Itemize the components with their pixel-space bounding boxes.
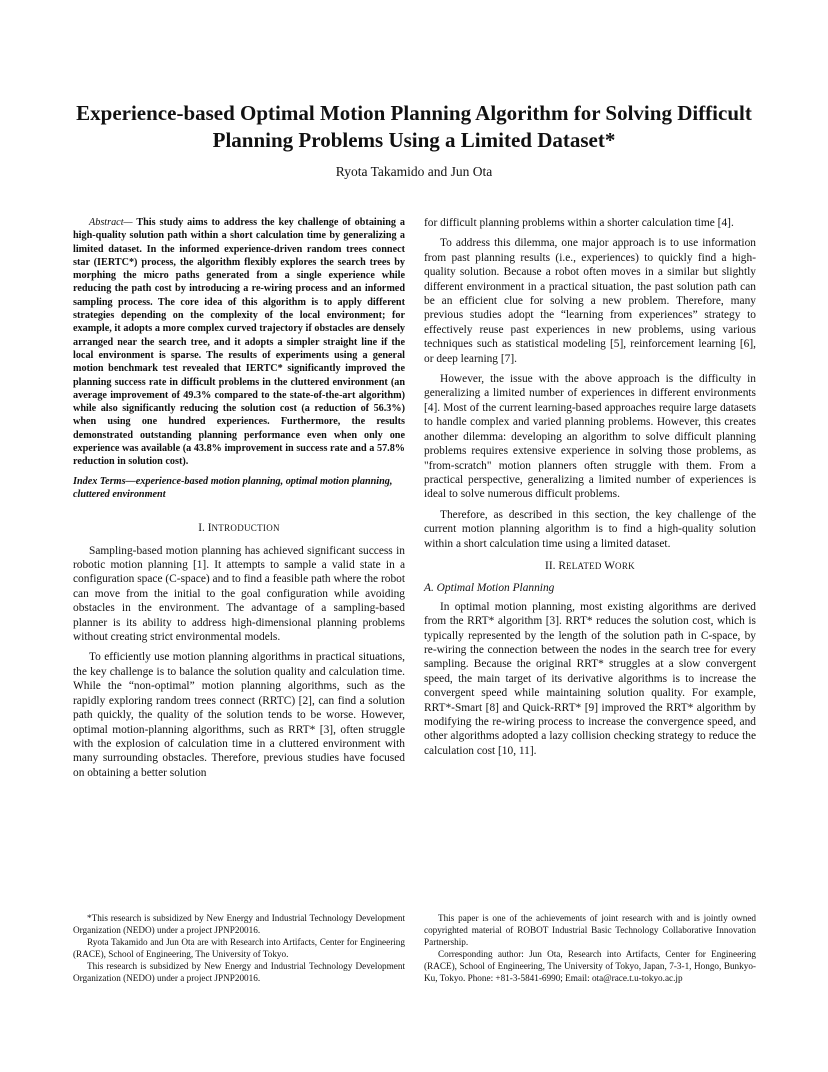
section-heading-related-work: II. RELATED WORK	[545, 559, 635, 572]
footnote: Corresponding author: Jun Ota, Research into Artifacts, Center for Engineering (RACE), School of Engineering, The University of Tokyo, Japan, 7-3-1, Hongo, Bunkyo-Ku, Tokyo. Phone: +81-3-5841-6990; Email: ota@race.t.u-tokyo.ac.jp	[424, 949, 756, 983]
intro-paragraph-5: Therefore, as described in this section, the key challenge of the current motion planning algorithm is to find a high-quality solution within a short calculation time using a limited dataset.	[424, 508, 756, 550]
intro-paragraph-4: However, the issue with the above approach is the difficulty in generalizing a limited number of experiences in different environments [4]. Most of the current learning-based approaches require large datasets to handle complex and varied planning problems. However, this creates another dilemma: developing an algorithm to solve difficult planning problems requires extensive experience in solving those problems, as "from-scratch" motion planners often struggle with them. From a practical perspective, generalizing a limited number of experiences is ideal to solve numerous difficult problems.	[424, 373, 756, 501]
footnote: This research is subsidized by New Energy and Industrial Technology Development Organization (NEDO) under a project JPNP20016.	[73, 961, 405, 983]
footnote: This paper is one of the achievements of joint research with and is jointly owned copyrighted material of ROBOT Industrial Basic Technology Collaborative Innovation Partnership.	[424, 913, 756, 947]
section-heading-introduction: I. INTRODUCTION	[198, 522, 280, 535]
paper-authors: Ryota Takamido and Jun Ota	[335, 164, 493, 179]
footnotes-right	[424, 912, 756, 984]
abstract-label: Abstract—	[89, 217, 133, 228]
intro-paragraph-1: Sampling-based motion planning has achieved significant success in robotic motion planning [1]. It attempts to sample a valid state in a configuration space (C-space) and to find a feasible path where the robot can move from the initial to the goal configuration while avoiding obstacles in the environment. The advantage of a sampling-based planner is its ability to address high-dimensional planning problems without creating strict environmental models.	[73, 544, 405, 644]
related-work-paragraph-1: In optimal motion planning, most existing algorithms are derived from the RRT* algorithm [3]. RRT* reduces the solution cost, which is typically represented by the length of the solution path in C-space, by re-wiring the connection between the nodes in the search tree for every sampling. Because the original RRT* struggles at a slow convergent speed, the main target of its derivative algorithms is to increase the convergent speed while maintaining solution quality. For example, RRT*-Smart [8] and Quick-RRT* [9] improved the RRT* algorithm by modifying the re-wiring process to increase the convergence speed, and other algorithms adopted a lazy collision checking strategy to reduce the calculation cost [10, 11].	[424, 600, 756, 757]
index-terms: Index Terms—experience-based motion planning, optimal motion planning, cluttered environment	[73, 475, 393, 500]
right-column	[424, 216, 756, 764]
footnote: *This research is subsidized by New Energy and Industrial Technology Development Organization (NEDO) under a project JPNP20016.	[73, 913, 405, 935]
intro-paragraph-3: To address this dilemma, one major approach is to use information from past planning results (i.e., experiences) to quickly find a high-quality solution. Because a robot often moves in a similar but slightly different environment in a practical situation, the past solution path can be an efficient clue for solving a new problem. Therefore, many previous studies adopt the “learning from experiences” strategy to effectively reuse past experiences in new problems, using various techniques such as statistical modeling [5], reinforcement learning [6], or deep learning [7].	[424, 237, 756, 365]
footnotes-left	[73, 912, 405, 984]
subsection-heading-optimal-motion-planning: A. Optimal Motion Planning	[424, 582, 555, 595]
footnote: Ryota Takamido and Jun Ota are with Research into Artifacts, Center for Engineering (RACE), School of Engineering, The University of Tokyo.	[73, 937, 405, 959]
left-column	[73, 216, 405, 786]
paper-title: Experience-based Optimal Motion Planning Algorithm for Solving Difficult Planning Problems Using a Limited Dataset*	[76, 101, 752, 152]
intro-paragraph-2: To efficiently use motion planning algorithms in practical situations, the key challenge is to balance the solution quality and calculation time. While the “non-optimal” motion planning algorithms, such as the rapidly exploring random trees connect (RRTC) [2], can find a solution path quickly, the quality of the solution tends to be worse. However, optimal motion-planning algorithms, such as RRT* [3], often struggle with the explosion of calculation time in a cluttered environment with many surrounding obstacles. Therefore, previous studies have focused on obtaining a better solution	[73, 651, 405, 779]
intro-paragraph-continued: for difficult planning problems within a shorter calculation time [4].	[424, 217, 734, 229]
abstract	[73, 216, 405, 469]
abstract-text: This study aims to address the key challenge of obtaining a high-quality solution path within a short calculation time by generalizing a limited dataset. In the informed experience-driven random trees connect star (IERTC*) process, the algorithm flexibly explores the search trees by morphing the micro paths generated from a single experience while reducing the path cost by introducing a re-wiring process and an informed sampling process. The core idea of this algorithm is to apply different strategies depending on the complexity of the local environment; for example, it adopts a more complex curved trajectory if obstacles are densely arranged near the search tree, and it adopts a simpler straight line if the local environment is sparse. The results of experiments using a general motion benchmark test revealed that IERTC* significantly improved the planning success rate in difficult problems in the cluttered environment (an average improvement of 49.3% compared to the state-of-the-art algorithm) while also significantly reducing the solution cost (a reduction of 56.3%) when using one hundred experiences. Furthermore, the results demonstrated outstanding planning performance even when only one experience was available (a 43.8% improvement in success rate and a 57.8% reduction in solution cost).	[73, 217, 405, 468]
